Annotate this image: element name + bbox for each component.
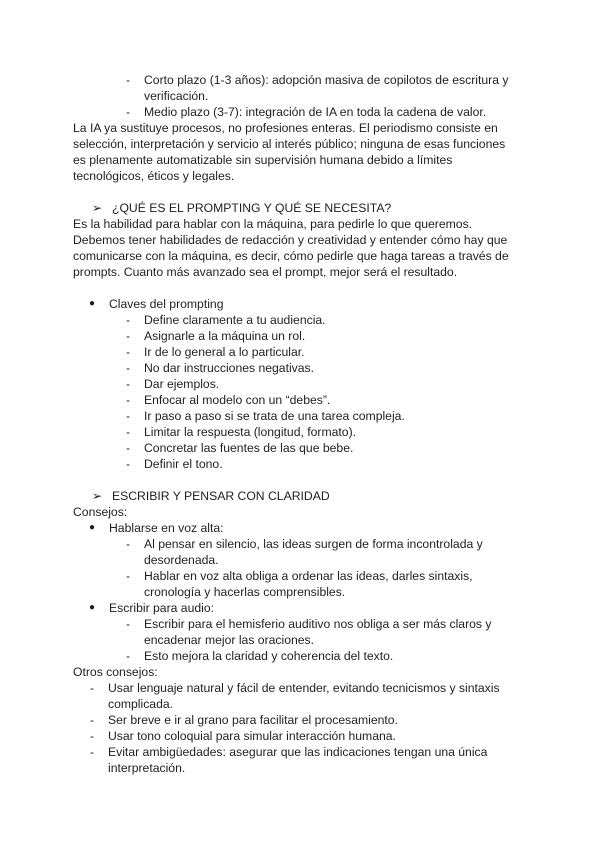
prompting-paragraph: Es la habilidad para hablar con la máquina, para pedirle lo que queremos. Debemos tener habilidades de redacción y creatividad y entender cómo hay que comunicarse con la máquina, es decir, cómo pedirle que haga tareas a través de prompts. Cuanto más avanzado sea el prompt, mejor será el resultado. [73,217,509,279]
list-item-text: Ir de lo general a lo particular. [144,345,305,359]
dash-marker: - [90,713,95,727]
list-item-text: Escribir para el hemisferio auditivo nos obliga a ser más claros y encadenar mejor las oraciones. [144,617,492,647]
list-item-text: Corto plazo (1-3 años): adopción masiva de copilotos de escritura y verificación. [144,73,509,103]
bullet-label: Claves del prompting [109,297,224,311]
list-item [126,312,516,328]
list-item [126,408,516,424]
list-item [126,616,504,648]
list-item [90,744,513,776]
dash-marker: - [126,409,131,423]
list-item-text: Enfocar al modelo con un “debes”. [144,393,331,407]
list-item [90,712,508,728]
list-item [126,376,516,392]
heading-text: ESCRIBIR Y PENSAR CON CLARIDAD [112,489,330,503]
list-item-text: Evitar ambigüedades: asegurar que las indicaciones tengan una única interpretación. [108,745,488,775]
dash-marker: - [126,377,131,391]
arrow-bullet-icon: ➢ [92,489,103,503]
dash-marker: - [90,745,95,759]
dash-marker: - [90,681,95,695]
dash-marker: - [126,313,131,327]
list-item-text: Definir el tono. [144,457,223,471]
arrow-bullet-icon: ➢ [92,201,103,215]
list-item [126,328,516,344]
list-item-text: Medio plazo (3-7): integración de IA en toda la cadena de valor. [144,105,487,119]
bullet-marker: ● [89,298,96,309]
dash-marker: - [126,569,131,583]
otros-consejos-label: Otros consejos: [73,665,158,679]
list-item-text: Asignarle a la máquina un rol. [144,329,306,343]
dash-marker: - [126,105,131,119]
list-item [126,360,516,376]
list-item-text: Concretar las fuentes de las que bebe. [144,441,354,455]
list-item-text: Hablar en voz alta obliga a ordenar las ideas, darles sintaxis, cronología y hacerlas comprensibles. [144,569,473,599]
list-item [126,344,516,360]
list-item-text: Ir paso a paso si se trata de una tarea compleja. [144,409,405,423]
list-item-text: Usar tono coloquial para simular interacción humana. [108,729,396,743]
bullet-item-escribir [89,600,509,616]
dash-marker: - [126,441,131,455]
list-item-text: Dar ejemplos. [144,377,220,391]
bullet-label: Escribir para audio: [109,601,214,615]
bullet-label: Hablarse en voz alta: [109,521,224,535]
dash-marker: - [126,329,131,343]
list-item [126,424,516,440]
section-heading-writing [92,488,522,504]
dash-marker: - [126,345,131,359]
list-item [126,392,516,408]
dash-marker: - [126,537,131,551]
dash-marker: - [90,729,95,743]
dash-marker: - [126,425,131,439]
list-item [126,568,494,600]
list-item [126,104,516,120]
bullet-item-hablarse [89,520,509,536]
list-item [90,680,513,712]
consejos-label: Consejos: [73,505,128,519]
dash-marker: - [126,393,131,407]
dash-marker: - [126,73,131,87]
bullet-marker: ● [89,602,96,613]
list-item-text: Ser breve e ir al grano para facilitar el procesamiento. [108,713,398,727]
list-item [90,728,508,744]
list-item [126,440,516,456]
list-item-text: Al pensar en silencio, las ideas surgen de forma incontrolada y desordenada. [144,537,483,567]
dash-marker: - [126,617,131,631]
dash-marker: - [126,649,131,663]
intro-paragraph: La IA ya sustituye procesos, no profesiones enteras. El periodismo consiste en selección, interpretación y servicio al interés público; ninguna de esas funciones es plenamente automatizable sin supervisión humana debido a límites tecnológicos, éticos y legales. [73,121,506,183]
heading-text: ¿QUÉ ES EL PROMPTING Y QUÉ SE NECESITA? [112,201,392,215]
list-item-text: Define claramente a tu audiencia. [144,313,326,327]
list-item [126,72,516,104]
list-item [126,456,516,472]
list-item-text: No dar instrucciones negativas. [144,361,315,375]
section-heading-prompting [92,200,522,216]
list-item-text: Esto mejora la claridad y coherencia del texto. [144,649,394,663]
list-item-text: Usar lenguaje natural y fácil de entender, evitando tecnicismos y sintaxis complicada. [108,681,500,711]
bullet-marker: ● [89,522,96,533]
bullet-item-claves [89,296,509,312]
list-item [126,536,514,568]
dash-marker: - [126,457,131,471]
dash-marker: - [126,361,131,375]
list-item [126,648,516,664]
list-item-text: Limitar la respuesta (longitud, formato). [144,425,357,439]
